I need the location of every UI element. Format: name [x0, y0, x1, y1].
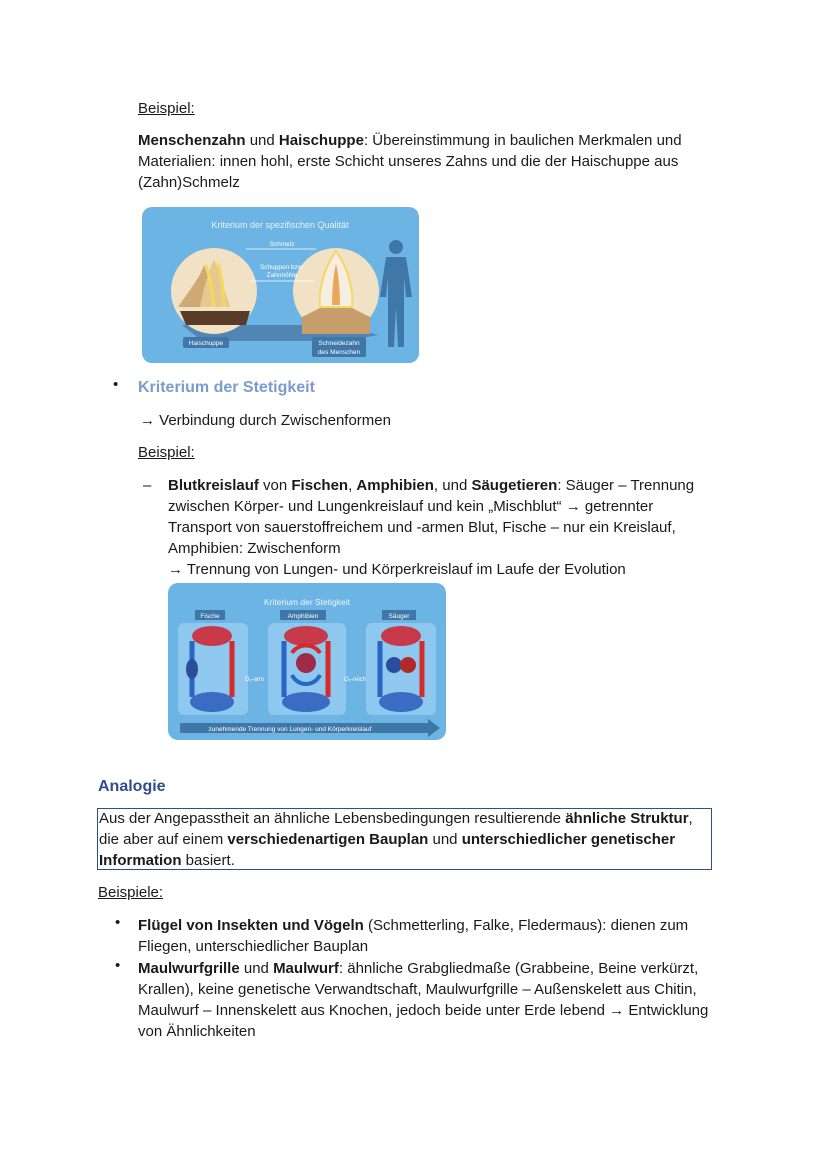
example-text-line: Maulwurf – Innenskelett aus Knochen, jedoch beide unter Erde lebend → Entwicklung — [138, 1002, 709, 1019]
figure-title: Kriterium der Stetigkeit — [264, 597, 350, 607]
definition-line: Information basiert. — [99, 852, 235, 869]
example-text-line: Krallen), keine genetische Verwandtschaft, Maulwurfgrille – Außenskelett aus Chitin, — [138, 981, 697, 998]
definition-line: Aus der Angepasstheit an ähnliche Lebensbedingungen resultierende ähnliche Struktur, — [99, 810, 693, 827]
example-text-line: (Zahn)Schmelz — [138, 174, 240, 191]
figure-title: Kriterium der spezifischen Qualität — [211, 220, 349, 230]
arrow-caption: zunehmende Trennung von Lungen- und Körperkreislauf — [208, 726, 372, 733]
figure-continuity-illustration — [168, 583, 446, 740]
section-heading-analogy: Analogie — [98, 778, 166, 795]
criterion-title: Kriterium der Stetigkeit — [138, 379, 315, 396]
example-text-line: Maulwurfgrille und Maulwurf: ähnliche Grabgliedmaße (Grabbeine, Beine verkürzt, — [138, 960, 699, 977]
bullet-icon: • — [113, 376, 119, 393]
bullet-icon: • — [115, 914, 121, 931]
example-text-line: von Ähnlichkeiten — [138, 1023, 256, 1040]
label-mammals: Säuger — [388, 613, 410, 620]
mammal-circulation — [366, 623, 436, 715]
example-text-line: Menschenzahn und Haischuppe: Übereinstimmung in baulichen Merkmalen und — [138, 132, 682, 149]
fish-circulation — [178, 623, 248, 715]
amphibian-circulation — [268, 623, 346, 715]
label-fish: Fische — [200, 613, 220, 620]
criterion-arrow-line: → Verbindung durch Zwischenformen — [140, 412, 391, 429]
examples-label: Beispiele: — [98, 884, 164, 901]
label-cavity-line1: Schuppen bzw. — [259, 264, 305, 271]
example-text-line: Transport von sauerstoffreichem und -armen Blut, Fische – nur ein Kreislauf, — [168, 519, 676, 536]
dash-icon: – — [143, 477, 152, 494]
definition-line: die aber auf einem verschiedenartigen Bauplan und unterschiedlicher genetischer — [99, 831, 676, 848]
label-incisor-line1: Schneidezahn — [318, 340, 360, 347]
label-shark-scale: Haischuppe — [188, 340, 224, 347]
example-text-line: Amphibien: Zwischenform — [168, 540, 341, 557]
example-text-line: → Trennung von Lungen- und Körperkreislauf im Laufe der Evolution — [168, 561, 626, 578]
label-o2-poor: O₂-arm — [244, 677, 264, 683]
example-text-line: Materialien: innen hohl, erste Schicht unseres Zahns und die der Haischuppe aus — [138, 153, 679, 170]
label-enamel: Schmelz — [269, 241, 295, 248]
label-o2-rich: O₂-reich — [344, 677, 366, 683]
figure-specific-quality-illustration — [142, 207, 419, 363]
example-label: Beispiel: — [138, 100, 195, 117]
example-text-line: Flügel von Insekten und Vögeln (Schmetterling, Falke, Fledermaus): dienen zum — [138, 917, 689, 934]
figure-continuity — [168, 583, 446, 740]
label-amphibians: Amphibien — [287, 613, 319, 620]
label-cavity-line2: Zahnhöhle — [266, 272, 298, 279]
figure-specific-quality — [142, 207, 419, 363]
example-text-line: zwischen Körper- und Lungenkreislauf und kein „Mischblut“ → getrennter — [168, 498, 654, 515]
bullet-icon: • — [115, 957, 121, 974]
example-text-line: Blutkreislauf von Fischen, Amphibien, und Säugetieren: Säuger – Trennung — [168, 477, 695, 494]
example-text-line: Fliegen, unterschiedlicher Bauplan — [138, 938, 369, 955]
example-label: Beispiel: — [138, 444, 195, 461]
label-incisor-line2: des Menschen — [317, 349, 361, 356]
